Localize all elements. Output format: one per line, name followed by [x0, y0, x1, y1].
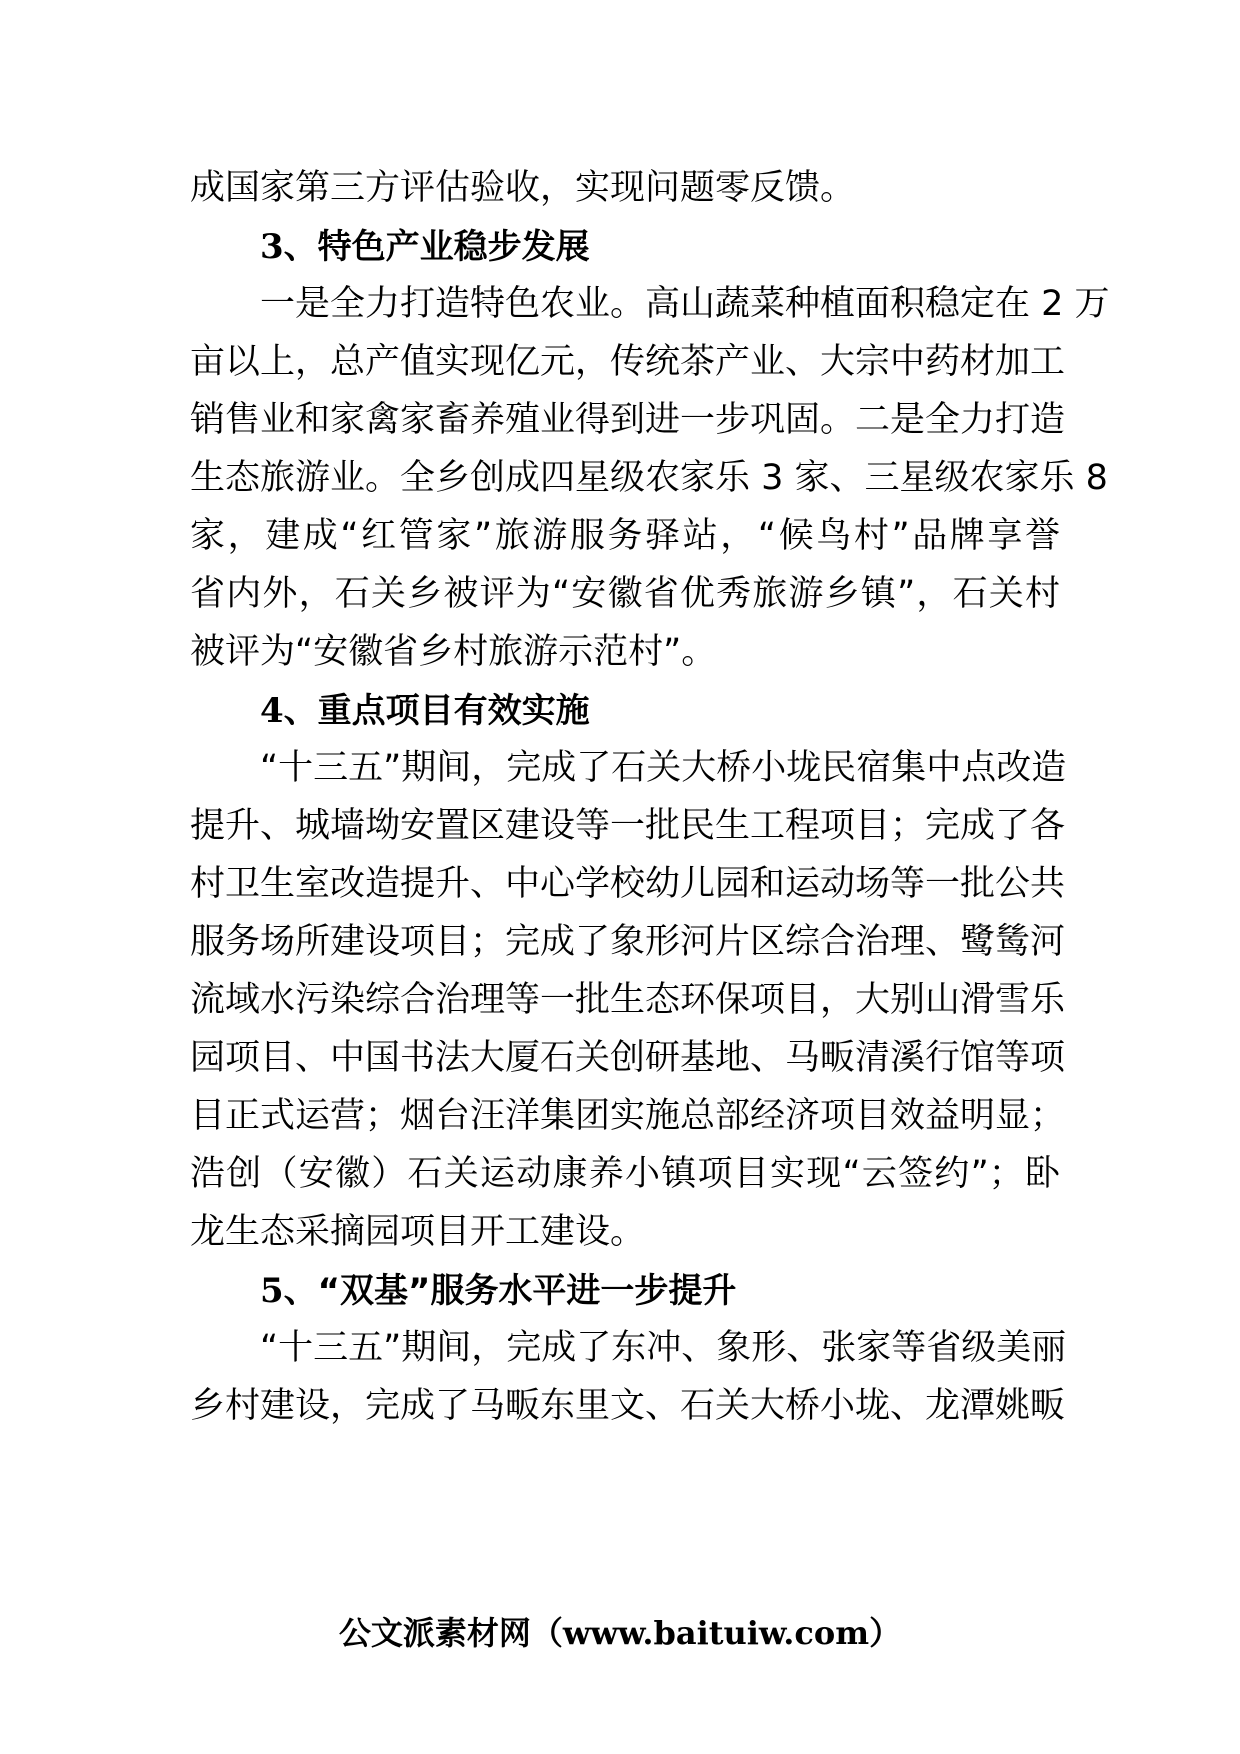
section-heading-4: [260, 679, 590, 743]
section-heading-5: [260, 1259, 736, 1323]
body-text-line: 目正式运营；烟台汪洋集团实施总部经济项目效益明显；: [190, 1096, 1066, 1136]
body-text-line: 乡村建设，完成了马畈东里文、石关大桥小垅、龙潭姚畈: [190, 1386, 1066, 1426]
section-number: 4、: [260, 691, 318, 731]
body-text-line: 被评为“安徽省乡村旅游示范村”。: [190, 632, 717, 672]
body-text-line: 村卫生室改造提升、中心学校幼儿园和运动场等一批公共: [190, 864, 1066, 904]
body-text-line: 生态旅游业。全乡创成四星级农家乐 3 家、三星级农家乐 8: [190, 458, 1108, 498]
footer-source-text: 公文派素材网（www.baituiw.com）: [338, 1614, 902, 1652]
body-text-line: 龙生态采摘园项目开工建设。: [190, 1212, 646, 1252]
body-text-line: 提升、城墙坳安置区建设等一批民生工程项目；完成了各: [190, 806, 1066, 846]
section-number: 3、: [260, 227, 318, 267]
section-number: 5、: [260, 1271, 318, 1311]
body-text-line: 省内外，石关乡被评为“安徽省优秀旅游乡镇”，石关村: [190, 574, 1060, 614]
section-heading-3: [260, 215, 590, 279]
section-title: 重点项目有效实施: [317, 691, 590, 731]
body-text-line: 一是全力打造特色农业。高山蔬菜种植面积稳定在 2 万: [260, 284, 1110, 324]
body-text-line: 亩以上，总产值实现亿元，传统茶产业、大宗中药材加工: [190, 342, 1066, 382]
body-text-line: “十三五”期间，完成了东冲、象形、张家等省级美丽: [260, 1328, 1067, 1368]
body-text-line: 服务场所建设项目；完成了象形河片区综合治理、鹭鸶河: [190, 922, 1066, 962]
body-text-line: 浩创（安徽）石关运动康养小镇项目实现“云签约”；卧: [190, 1154, 1060, 1194]
body-text-line: 销售业和家禽家畜养殖业得到进一步巩固。二是全力打造: [190, 400, 1066, 440]
body-text-line: 成国家第三方评估验收，实现问题零反馈。: [190, 168, 856, 208]
body-text-line: 园项目、中国书法大厦石关创研基地、马畈清溪行馆等项: [190, 1038, 1066, 1078]
body-text-line: “十三五”期间，完成了石关大桥小垅民宿集中点改造: [260, 748, 1067, 788]
body-text-line: 流域水污染综合治理等一批生态环保项目，大别山滑雪乐: [190, 980, 1066, 1020]
section-title: 特色产业稳步发展: [317, 227, 590, 267]
body-text-line: 家，建成“红管家”旅游服务驿站，“候鸟村”品牌享誉: [190, 516, 1060, 556]
section-title: “双基”服务水平进一步提升: [317, 1271, 737, 1311]
